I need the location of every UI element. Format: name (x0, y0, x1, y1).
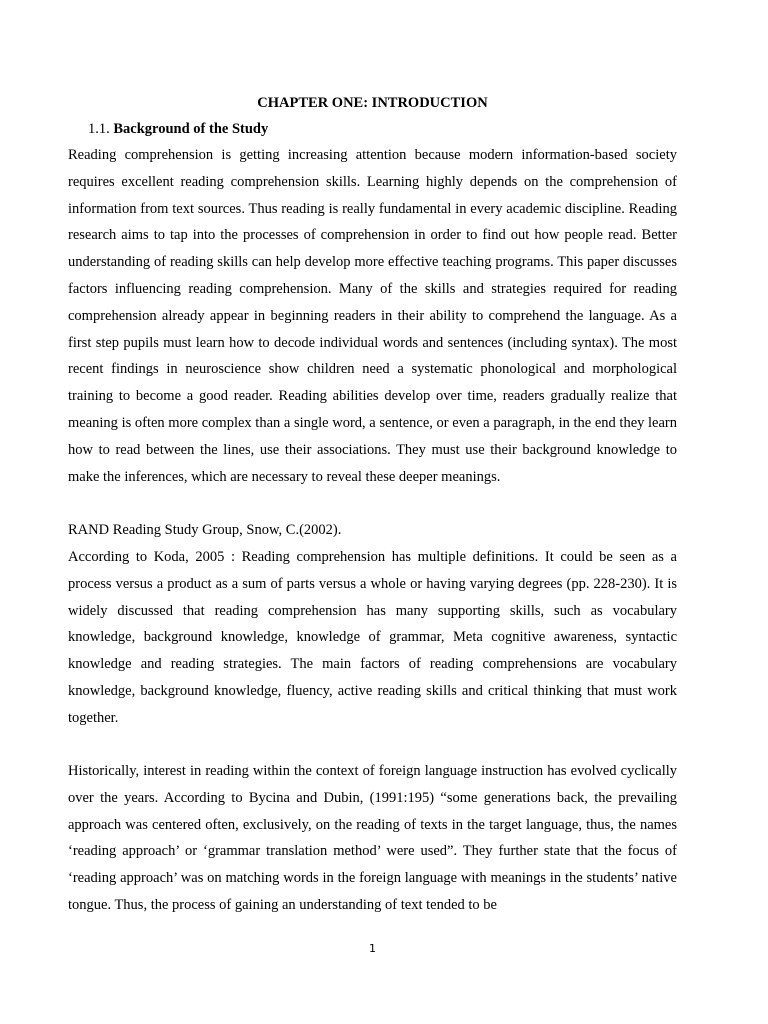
section-title: Background of the Study (113, 121, 269, 137)
chapter-title: CHAPTER ONE: INTRODUCTION (257, 95, 488, 111)
paragraph-reading-comprehension: Reading comprehension is getting increasing attention because modern information-based society requires excellent reading comprehension skills. Learning highly depends on the comprehension of information from text sources. Thus reading is really fundamental in every academic discipline. Reading research aims to tap into the processes of comprehension in order to find out how people read. Better understanding of reading skills can help develop more effective teaching programs. This paper discusses factors influencing reading comprehension. Many of the skills and strategies required for reading comprehension already appear in beginning readers in their ability to comprehend the language. As a first step pupils must learn how to decode individual words and sentences (including syntax). The most recent findings in neuroscience show children need a systematic phonological and morphological training to become a good reader. Reading abilities develop over time, readers gradually realize that meaning is often more complex than a single word, a sentence, or even a paragraph, in the end they learn how to read between the lines, use their associations. They must use their background knowledge to make the inferences, which are necessary to reveal these deeper meanings. (68, 147, 677, 485)
paragraph-historical-context: Historically, interest in reading within the context of foreign language instruction has evolved cyclically over the years. According to Bycina and Dubin, (1991:195) “some generations back, the prevailing approach was centered often, exclusively, on the reading of texts in the target language, thus, the names ‘reading approach’ or ‘grammar translation method’ were used”. They further state that the focus of ‘reading approach’ was on matching words in the foreign language with meanings in the students’ native tongue. Thus, the process of gaining an understanding of text tended to be (68, 763, 677, 913)
section-number: 1.1. (88, 121, 110, 137)
reference-citation: RAND Reading Study Group, Snow, C.(2002). (68, 522, 342, 538)
page-number: 1 (369, 942, 376, 955)
section-heading (88, 119, 268, 139)
paragraph-koda-definition: According to Koda, 2005 : Reading comprehension has multiple definitions. It could be seen as a process versus a product as a sum of parts versus a whole or having varying degrees (pp. 228-230). It is widely discussed that reading comprehension has many supporting skills, such as vocabulary knowledge, background knowledge, knowledge of grammar, Meta cognitive awareness, syntactic knowledge and reading strategies. The main factors of reading comprehensions are vocabulary knowledge, background knowledge, fluency, active reading skills and critical thinking that must work together. (68, 549, 677, 726)
